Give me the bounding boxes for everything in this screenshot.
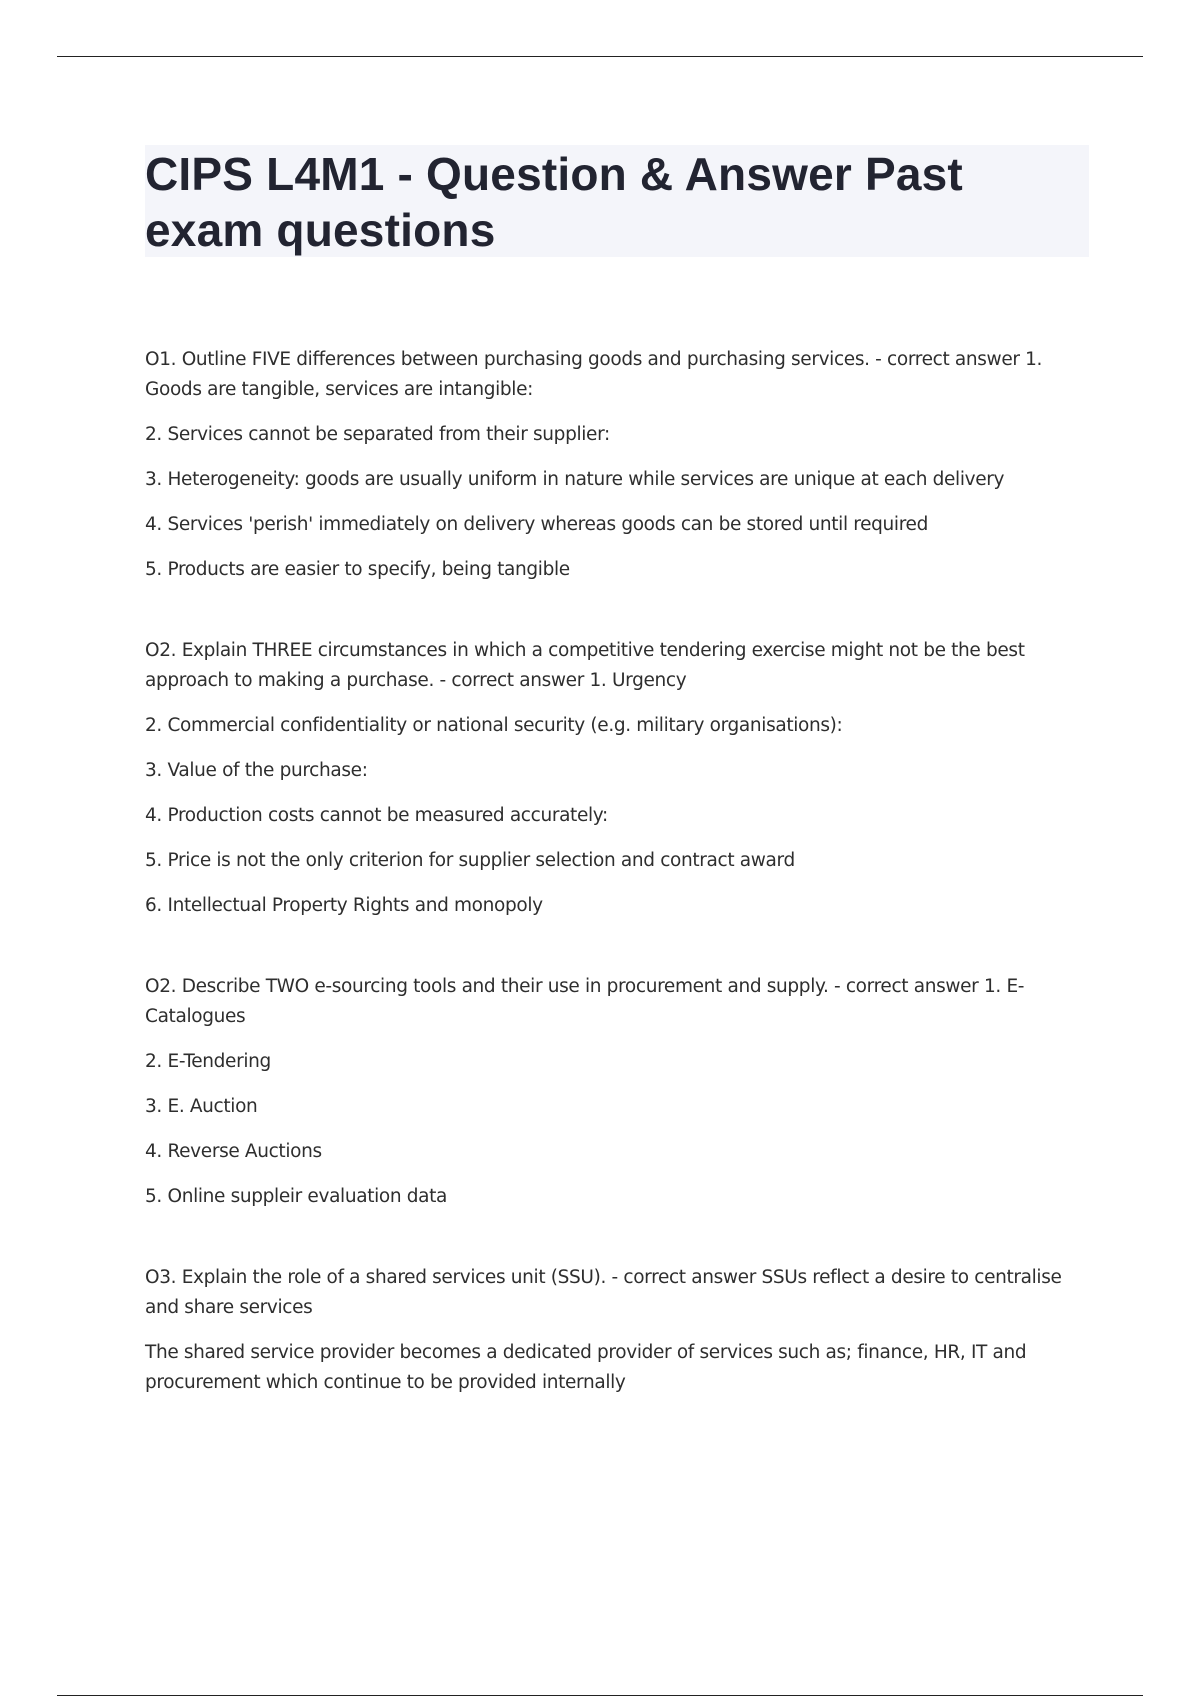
question-1: O1. Outline FIVE differences between purchasing goods and purchasing services. - correct answer 1. Goods are tangible, services are intangible: (145, 349, 1043, 400)
answer-line: 5. Online suppleir evaluation data (145, 1186, 448, 1207)
question-3: O2. Describe TWO e-sourcing tools and their use in procurement and supply. - correct answer 1. E-Catalogues (145, 976, 1025, 1027)
answer-line: 6. Intellectual Property Rights and monopoly (145, 895, 543, 916)
qa-block-3 (145, 972, 1075, 1212)
answer-line: 2. E-Tendering (145, 1051, 271, 1072)
qa-block-1 (145, 345, 1075, 585)
answer-line: 5. Products are easier to specify, being tangible (145, 559, 570, 580)
question-2: O2. Explain THREE circumstances in which a competitive tendering exercise might not be the best approach to making a purchase. - correct answer 1. Urgency (145, 640, 1025, 691)
qa-block-4 (145, 1263, 1075, 1398)
qa-block-2 (145, 636, 1075, 921)
answer-line: 2. Commercial confidentiality or national security (e.g. military organisations): (145, 715, 843, 736)
answer-line: The shared service provider becomes a dedicated provider of services such as; finance, HR, IT and procurement which continue to be provided internally (145, 1342, 1027, 1393)
answer-line: 4. Production costs cannot be measured accurately: (145, 805, 608, 826)
answer-line: 3. E. Auction (145, 1096, 258, 1117)
question-4: O3. Explain the role of a shared services unit (SSU). - correct answer SSUs reflect a desire to centralise and share services (145, 1267, 1062, 1318)
answer-line: 4. Reverse Auctions (145, 1141, 322, 1162)
document-body (145, 345, 1075, 1449)
answer-line: 2. Services cannot be separated from their supplier: (145, 424, 610, 445)
answer-line: 5. Price is not the only criterion for supplier selection and contract award (145, 850, 795, 871)
document-title: CIPS L4M1 - Question & Answer Past exam questions (145, 148, 963, 256)
answer-line: 3. Heterogeneity: goods are usually uniform in nature while services are unique at each delivery (145, 469, 1005, 490)
top-rule (57, 56, 1143, 57)
answer-line: 4. Services 'perish' immediately on delivery whereas goods can be stored until required (145, 514, 928, 535)
bottom-rule (57, 1695, 1143, 1696)
answer-line: 3. Value of the purchase: (145, 760, 368, 781)
